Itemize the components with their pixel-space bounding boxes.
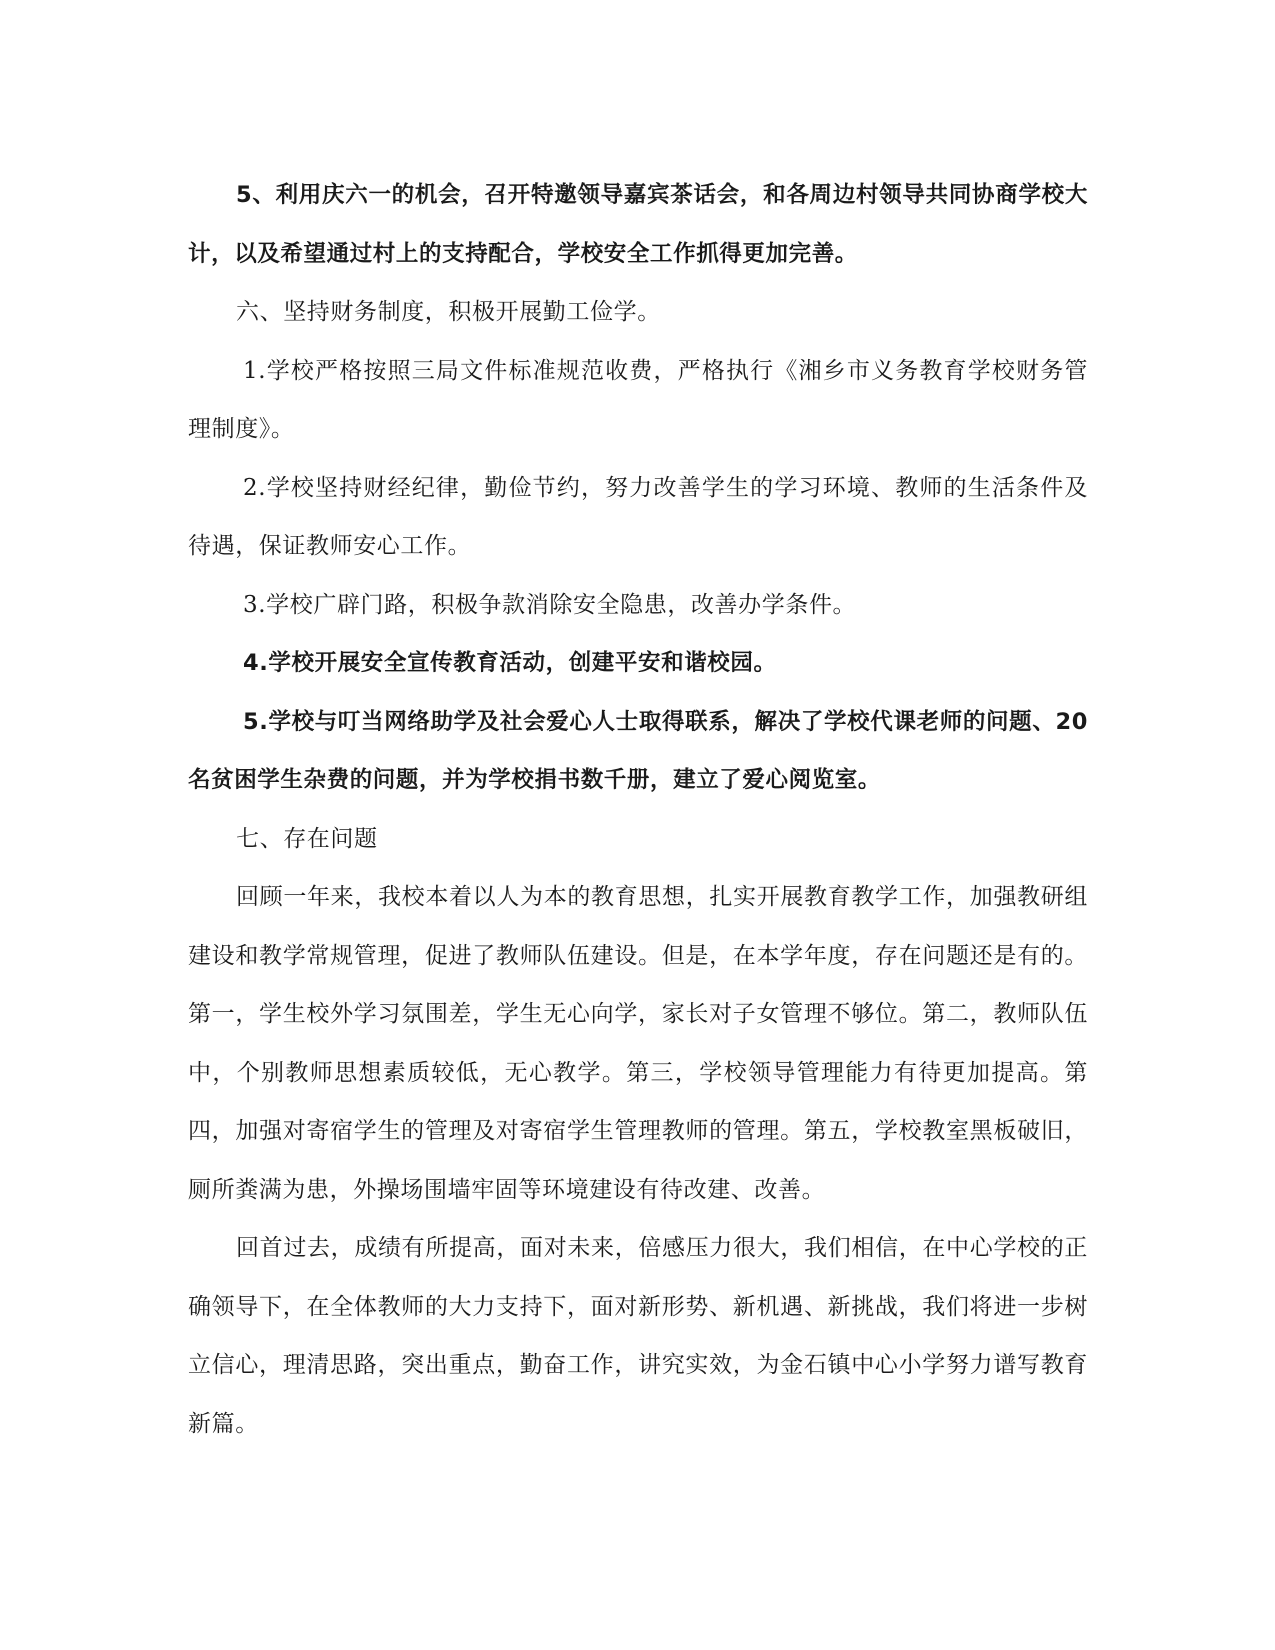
paragraph-safety-education: 4.学校开展安全宣传教育活动，创建平安和谐校园。 (243, 650, 777, 676)
paragraph-outlook: 回首过去，成绩有所提高，面对未来，倍感压力很大，我们相信，在中心学校的正确领导下，在全体教师的大力支持下，面对新形势、新机遇、新挑战，我们将进一步树立信心，理清思路，突出重点，勤奋工作，讲究实效，为金石镇中心小学努力谱写教育新篇。 (188, 1235, 1088, 1437)
paragraph-fee-standards: 1.学校严格按照三局文件标准规范收费，严格执行《湘乡市义务教育学校财务管理制度》。 (188, 357, 1088, 442)
paragraph-financial-discipline: 2.学校坚持财经纪律，勤俭节约，努力改善学生的学习环境、教师的生活条件及待遇，保证教师安心工作。 (188, 474, 1088, 559)
document-body (188, 166, 1088, 1453)
section-heading-finance: 六、坚持财务制度，积极开展勤工俭学。 (236, 299, 661, 325)
paragraph-charity-support: 5.学校与叮当网络助学及社会爱心人士取得联系，解决了学校代课老师的问题、20名贫困学生杂费的问题，并为学校捐书数千册，建立了爱心阅览室。 (188, 708, 1088, 793)
paragraph-teahouse-meeting: 5、利用庆六一的机会，召开特邀领导嘉宾茶话会，和各周边村领导共同协商学校大计，以及希望通过村上的支持配合，学校安全工作抓得更加完善。 (188, 182, 1088, 267)
paragraph-review-problems: 回顾一年来，我校本着以人为本的教育思想，扎实开展教育教学工作，加强教研组建设和教学常规管理，促进了教师队伍建设。但是，在本学年度，存在问题还是有的。第一，学生校外学习氛围差，学生无心向学，家长对子女管理不够位。第二，教师队伍中，个别教师思想素质较低，无心教学。第三，学校领导管理能力有待更加提高。第四，加强对寄宿学生的管理及对寄宿学生管理教师的管理。第五，学校教室黑板破旧，厕所粪满为患，外操场围墙牢固等环境建设有待改建、改善。 (188, 884, 1088, 1203)
paragraph-safety-hazards: 3.学校广辟门路，积极争款消除安全隐患，改善办学条件。 (243, 591, 857, 618)
section-heading-problems: 七、存在问题 (236, 825, 378, 852)
